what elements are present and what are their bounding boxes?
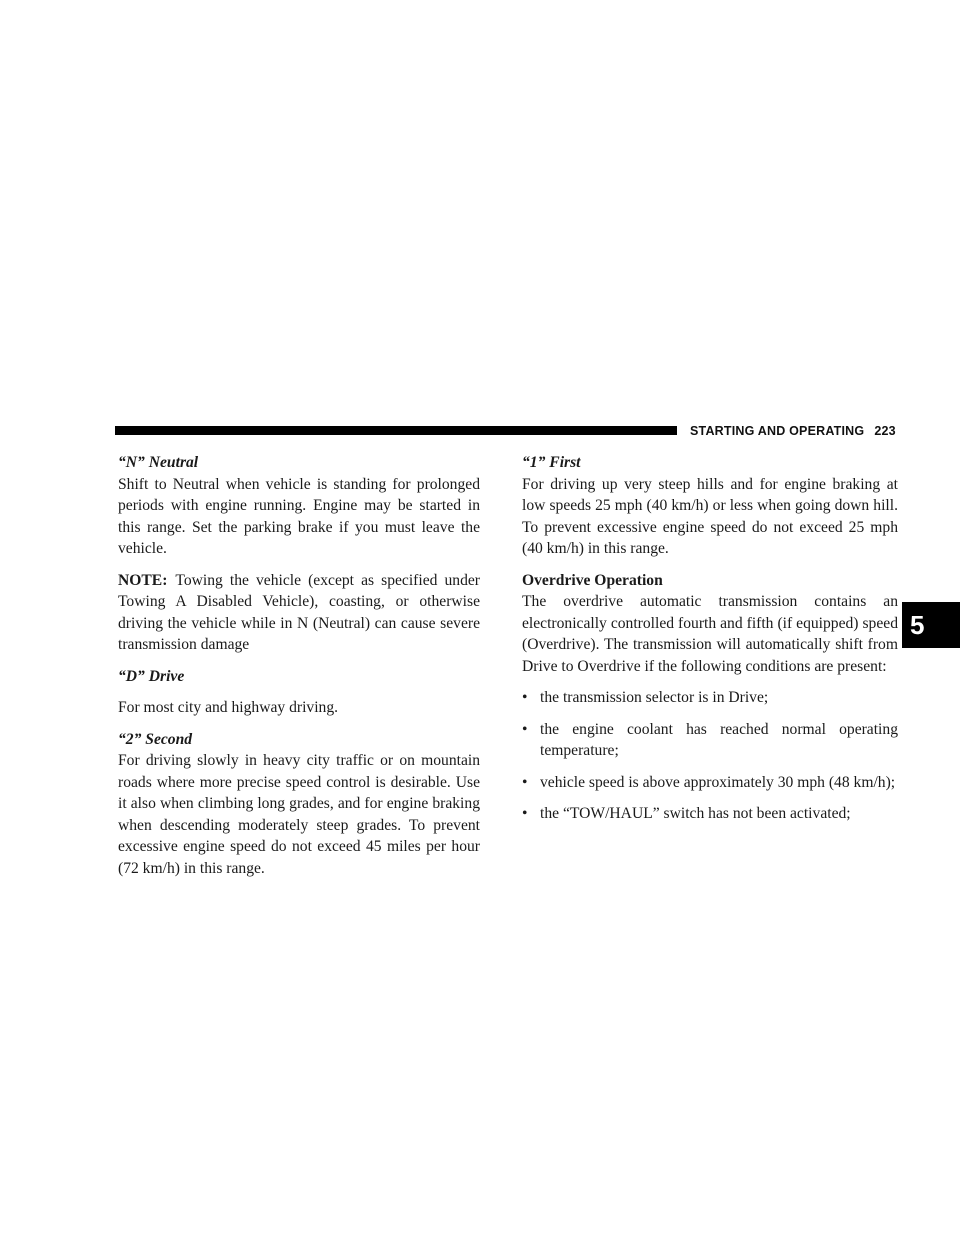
list-item	[522, 772, 898, 794]
note-paragraph	[118, 570, 480, 656]
drive-heading: “D” Drive	[118, 667, 185, 685]
overdrive-conditions-list	[522, 687, 898, 825]
list-item	[522, 803, 898, 825]
neutral-heading: “N” Neutral	[118, 454, 199, 471]
neutral-body: Shift to Neutral when vehicle is standing for prolonged periods with engine running. Engine may be started in this range. Set the parking brake if you must leave the vehicle.	[118, 475, 480, 557]
condition-text: vehicle speed is above approximately 30 mph (48 km/h);	[540, 773, 896, 791]
bullet-icon: •	[522, 773, 528, 791]
note-text: Towing the vehicle (except as specified under Towing A Disabled Vehicle), coasting, or otherwise driving the vehicle while in N (Neutral) can cause severe transmission damage	[118, 571, 480, 653]
second-body: For driving slowly in heavy city traffic or on mountain roads where more precise speed control is desirable. Use it also when climbing long grades, and for engine braking when descending moderately steep grades. To prevent excessive engine speed do not exceed 45 miles per hour (72 km/h) in this range.	[118, 752, 480, 877]
list-item	[522, 719, 898, 762]
bullet-icon: •	[522, 805, 528, 822]
page-number: 223	[874, 424, 896, 438]
overdrive-heading: Overdrive Operation	[522, 571, 663, 589]
chapter-tab: 5	[902, 602, 960, 648]
condition-text: the “TOW/HAUL” switch has not been activated;	[540, 805, 851, 822]
condition-text: the transmission selector is in Drive;	[540, 689, 769, 706]
right-column	[522, 452, 898, 825]
header-rule	[115, 426, 677, 435]
bullet-icon: •	[522, 689, 528, 706]
note-label: NOTE:	[118, 571, 168, 589]
first-body: For driving up very steep hills and for engine braking at low speeds 25 mph (40 km/h) or less when going down hill. To prevent excessive engine speed do not exceed 25 mph (40 km/h) in this range.	[522, 475, 898, 557]
overdrive-body: The overdrive automatic transmission contains an electronically controlled fourth and fifth (if equipped) speed (Overdrive). The transmission will automatically shift from Drive to Overdrive if the following conditions are present:	[522, 593, 898, 675]
first-heading: “1” First	[522, 454, 581, 471]
section-title: STARTING AND OPERATING	[690, 424, 865, 438]
second-heading: “2” Second	[118, 730, 193, 748]
bullet-icon: •	[522, 720, 528, 738]
list-item	[522, 687, 898, 709]
running-header	[690, 423, 896, 439]
condition-text: the engine coolant has reached normal operating temperature;	[540, 720, 898, 759]
drive-body: For most city and highway driving.	[118, 699, 339, 716]
left-column	[118, 452, 480, 879]
